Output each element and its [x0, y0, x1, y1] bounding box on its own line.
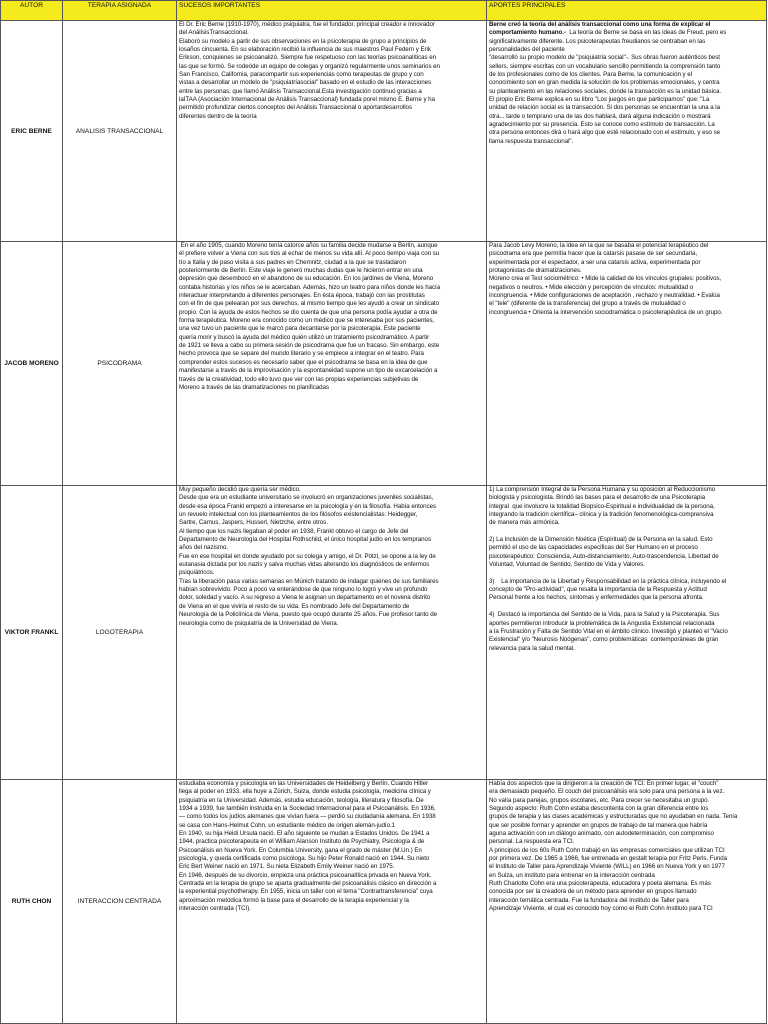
therapy-cell: INTERACCION CENTRADA — [63, 780, 177, 1024]
contributions-text: 1) La comprensión Integral de la Persona Humana y su oposición al Reduccionismo biologista y psicologista. Brindó las bases para el desarrollo de una Psicoterapia integral que involucre la totalidad Biopsico-Espiritual e individualidad de la persona, integrando la tradición científica– clínica y la tradición fenomenológica-comprensiva de manera más armónica. 2) La Inclusión de la Dimensión Noética (Espiritual) de la Persona en la salud. Esto permitió el uso de las capacidades especificas del Ser Humano en el proceso psicoterapéutico: Consciencia, Auto-distanciamiento, Auto-trascendencia, Libertad de Voluntad, Voluntad de Sentido, Sentido de Vida y Valores. 3) La importancia de la Libertad y Responsabilidad en la práctica clínica, incluyendo el concepto de "Pro-actividad", que resalta la importancia de la Respuesta y Actitud Personal frente a los hechos, síntomas y enfermedades que la persona afronta. 4) Destacó la importancia del Sentido de la Vida, para la Salud y la Psicoterapia. Sus aportes permitieron introducir la problemática de la Angustia Existencial relacionada a la Frustración y Falta de Sentido Vital en el ámbito clínico. Investigó y planteó el "Vacío Existencial" y/o "Neurosis Noógenas", como problemáticas contemporáneas de gran relevancia para la salud mental. — [489, 486, 728, 652]
header-row — [1, 1, 767, 21]
contributions-cell — [487, 780, 767, 1024]
author-cell: RUTH CHON — [1, 780, 63, 1024]
author-cell: ERIC BERNE — [1, 21, 63, 242]
table-row — [1, 780, 767, 1024]
events-cell — [177, 486, 487, 780]
events-text: Muy pequeño decidió que quería ser médico. Desde que era un estudiante universitario se involucró en organizaciones juveniles socialistas, desde esa época Frankl empezó a interesarse en la psicología y en la filosofía. Había entonces un revuelo intelectual con los planteamientos de los filósofos existencialistas: Heidegger, Sartre, Camus, Jaspers, Husserl, Nietzche, entre otros. Al tiempo que los nazis llegaban al poder en 1938, Frankl obtuvo el cargo de Jefe del Departamento de Neurología del Hospital Rothschild, el único hospital judío en los tempranos años del nazismo. Fue en ese hospital en donde ayudado por su colega y amigo, el Dr. Pötzl, se opone a la ley de eutanasia dictada por los nazis y salva muchas vidas alterando los diagnósticos de enfermos psiquiátricos. Tras la liberación pasa varias semanas en Múnich tratando de indagar quiénes de sus familiares habían sobrevivido. Poco a poco va enterándose de que ninguno lo logró y vive un profundo dolor, soledad y vacío. A su regreso a Viena le asignan un departamento en el novena distrito de Viena en el que viviría el resto de su vida. Es nombrado Jefe del Departamento de Neurología de la Policlínica de Viena, puesto que ocupó durante 25 años. Fue profesor tanto de neurología como de psiquiatría de la Universidad de Viena. — [179, 486, 439, 627]
contributions-cell — [487, 21, 767, 242]
events-cell — [177, 242, 487, 486]
header-therapy: TERAPIA ASIGNADA — [63, 1, 177, 21]
header-author: AUTOR — [1, 1, 63, 21]
contributions-text: Había dos aspectos que la dirigieron a la creación de TCI: En primer lugar, el "couch" era demasiado pequeño. El couch del psicoanálisis era solo para una persona a la vez. No valía para parejas, grupos escolares, etc. Para crecer se necesitaba un grupo. Segundo aspecto: Ruth Cohn estaba descontenta con la gran diferencia entre los grupos de terapia y las clases académicas y estructuradas que no ayudaban en nada. Tenía que ser posible formar y aprender en grupos de trabajo de tal manera que habría aguna activación con un diálogo animado, con autodeterminación, con compromiso personal. La respuesta era TCI. A principios de los 60s Ruth Cohn trabajó en las empresas comerciales que utilizan TCI por primera vez. De 1965 a 1966, fue entrenada en gestalt terapia por Fritz Perls. Funda el Instituto de Taller para Aprendizaje Viviente (WILL) en 1966 en Nueva York y en 1977 en Suiza, un instituto para entrenar en la interacción centrada Ruth Charlotte Cohn era una psicoterapeuta, educadora y poeta alemana. Es más conocida por ser la creadora de un método para aprender en grupos llamado interacción temática centrada. Fue la fundadora del Instituto de Taller para Aprendizaje Viviente, el cual es conocido hoy como el Ruth Cohn Instituto para TCI — [489, 780, 738, 913]
contributions-cell — [487, 242, 767, 486]
author-cell: VIKTOR FRANKL — [1, 486, 63, 780]
table-row — [1, 21, 767, 242]
therapy-cell: PSICODRAMA — [63, 242, 177, 486]
header-events: SUCESOS IMPORTANTES — [177, 1, 487, 21]
events-text: En el año 1905, cuando Moreno tenía catorce años su familia decide mudarse a Berlín, aunque él prefiere volver a Viena con sus tíos al echar de menos su vida allí. Al poco tiempo viaja con su tío a Italia y de paso visita a sus padres en Chemnitz, ciudad a la que se trasladaron posteriormente de Berlín. Este viaje le generó muchas dudas que le hicieron entrar en una depresión que desembocó en el abandono de su educación. En los jardines de Viena, Moreno contaba historias y los niños se le acercaban. Además, hizo un teatro para niños donde les hacía interactuar interpretando a diferentes personajes. En ésta época, trabajó con las prostitutas con el fin de que pelearan por sus derechos, al mismo tiempo que les ayudó a crear un sindicato propio. Con la ayuda de estos hechos se dio cuenta de que una persona podía ayudar a otra de forma terapéutica. Moreno era conocido como un médico que se interesaba por sus pacientes, una vez tuvo un paciente que le marcó para decantarse por la psicoterapia. Este paciente quería morir y buscó la ayuda del médico quién utilizó un tratamiento psicodramático. A partir de 1921 se lleva a cabo su primera sesión de psicodrama que fue un fracaso. Sin embargo, este hecho provoca que se separe del mundo literario y se empiece a integrar en el teatro. Para comprender estos sucesos es necesario saber que el psicodrama se basa en la idea de que manifestarse a través de la improvisación y la espontaneidad supone un tipo de excarcelación a través de la creatividad, todo ello tuvo que ver con las propias experiencias subjetivas de Moreno a través de las dramatizaciones no planificadas — [179, 242, 441, 391]
therapy-cell: LOGOTERAPIA — [63, 486, 177, 780]
therapy-cell: ANALISIS TRANSACCIONAL — [63, 21, 177, 242]
events-cell — [177, 780, 487, 1024]
header-contributions: APORTES PRINCIPALES — [487, 1, 767, 21]
author-cell: JACOB MORENO — [1, 242, 63, 486]
contributions-bold-text: Berne creó la teoría del análisis transaccional como una forma de explicar el comportamiento humano.- — [489, 21, 711, 37]
table-row — [1, 486, 767, 780]
contributions-text: Para Jacob Levy Moreno, la idea en la que se basaba el potencial terapéutico del psicodrama era que permitía hacer que la catarsis pasase de ser secundaria, experimentada por el espectador, a ser una catarsis activa, experimentada por protagonistas de dramatizaciones. Moreno crea el Test sociométrico: • Mide la calidad de los vínculos grupales: positivos, negativos o neutros. • Mide elección y percepción de vínculos: mutualidad o incongruencia. • Mide configuraciones de aceptación , rechazo y neutralidad. • Evalúa el "tele" (diferente de la transferencia) del grupo a través de mutualidad o incongruencia • Orienta la intervención sociodramática o psicoterapéutica de un grupo. — [489, 242, 723, 316]
table-row — [1, 242, 767, 486]
contributions-text: La teoría de Berne se basa en las ideas de Freud, pero es significativamente diferente. Los psicoterapeutas freudianos se centraban en las personalidades del paciente "desarrolló su propio modelo de "psiquiatría social"-. Sus obras fueron auténticos best sellers, siempre escritas con un vocabulario sencillo permitiendo la comprensión tanto de los profesionales como de los clientes. Para Berne, la comunicación y el conocimiento son en gran medida la solución de los problemas emocionales, y centra su planteamiento en las relaciones sociales, donde la transacción es la unidad básica. El propio Eric Berne explica en su libro "Los juegos en que participamos" que: "La unidad de relación social es la transacción. Si dos personas se encuentran la una a la otra... tarde o temprano una de las dos hablará, dará alguna indicación o mostrará agradecimiento por su presencia. Esto se conoce como estímulo de transacción. La otra persona entonces dirá o hará algo que esté relacionado con el estímulo, y eso se llama respuesta transaccional". — [489, 29, 727, 145]
events-cell — [177, 21, 487, 242]
events-text: estudiaba economía y psicología en las Universidades de Heidelberg y Berlín. Cuando Hitler llega al poder en 1933, ella huye a Zürich, Suiza, donde estudia psicología, medicina clínica y psiquiatría en la Universidad. Además, estudia educación, teología, literatura y filosofía. De 1934 a 1939, fue también instruida en la Sociedad Internacional para el Psicoanálisis. En 1936, — como todos los judíos alemanes que vivían fuera — perdió su ciudadanía alemana. En 1938 se casa con Hans-Helmut Cohn, un estudiante médico de origen alemán-judío.1 En 1940, su hija Heidi Ursula nació. El año siguiente se mudan a Estados Unidos. De 1941 a 1944, practica psicoterapeuta en el William Alanson Instituto de Psychiatry, Psicología & de Psicoanálisis en Nueva York. En Columbia University, gana el grado de máster (M.Un.) En psicología, y queda certificada como psicóloga. Su hijo Peter Ronald nació en 1944. Su nieto Eric Bert Weiner nació en 1971. Su nieta Elizabeth Emily Weiner nació en 1975. En 1946, después de su divorcio, empieza una práctica psicoanalítica privada en Nueva York. Centrada en la terapia de grupo se aparta gradualmente del psicoanálisis clásico en dirección a la experiential psychotherapy. En 1955, inicia un taller con el tema "Contrartransferencia" cuya aproximación metódica formó la base para el desarrollo de la terapia experiencial y la interacción centrada (TCI). — [179, 780, 437, 913]
contributions-cell — [487, 486, 767, 780]
events-text: El Dr. Eric Berne (1910-1970), médico psiquiatra, fue el fundador, principal creador e innovador del AnálisisTransaccional. Elaboró su modelo a partir de sus observaciones en la psicoterapia de grupo a principios de losaños cincuenta. En su elaboración recibió la influencia de sus maestros Paul Federn y Erik Erikson, conquienes se psicoanalizó. Siempre fue respetuoso con las teorías psicoanalíticas en las que se formó. Se rodeóde un equipo de colegas y organizó regularmente unos seminarios en San Francisco, California, paracompartir sus experiencias como terapeutas de grupo y con vistas a desarrollar un modelo de "psiquiatríasocial" basado en el estudio de las interacciones entre las personas, que llamó Análisis Transaccional.Esta investigación continuó gracias a laITAA (Asociación Internacional de Análisis Transaccional) fundada porel mismo E. Berne y ha permitido profundizar ciertos conceptos del Análisis Transaccional o aportardesarrollos diferentes dentro de la teoría — [179, 21, 440, 120]
